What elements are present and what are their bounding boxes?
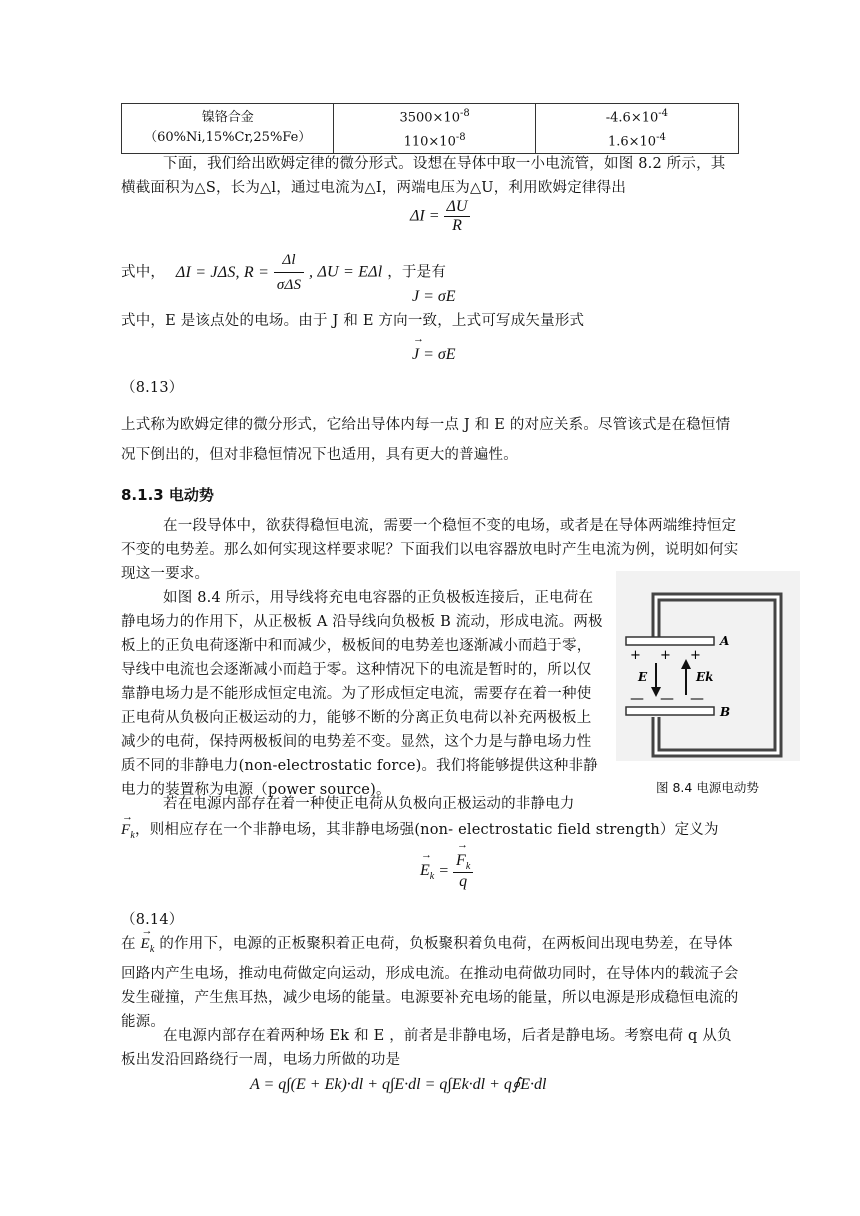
table-cell: $3500\times 10^{-8}$ $110\times 10^{-8}$ xyxy=(334,104,535,154)
equation-delta-i: ΔI = $\frac{\Delta U}{R}$ xyxy=(410,198,470,242)
paragraph-emf-intro: 在一段导体中，欲获得稳恒电流，需要一个稳恒不变的电场，或者是在导体两端维持恒定不变的电势差。那么如何实现这样要求呢？下面我们以电容器放电时产生电流为例，说明如何实现这一要求。 xyxy=(121,518,739,582)
equation-ek-definition: → $E_k$ = → $\frac{F_k}{q}$ xyxy=(420,852,473,891)
equation-number: （8.14） xyxy=(121,912,184,928)
svg-text:A: A xyxy=(720,634,730,648)
paragraph-power-source: 在 → $E_k$ 的作用下，电源的正板聚积着正电荷，负板聚积着负电荷，在两板间出现电势差，在导体回路内产生电场，推动电荷做定向运动，形成电流。在推动电荷做功同时，在导体内的载流子会发生碰撞，产生焦耳热，减少电场的能量。电源要补充电场的能量，所以电源是形成稳恒电流的能源。 xyxy=(121,932,739,1034)
equation-j-sigma-e: J = σE xyxy=(412,288,456,305)
svg-text:+: + xyxy=(690,648,701,663)
figure-emf-diagram xyxy=(616,571,800,761)
paragraph-work-done: 在电源内部存在着两种场 Ek 和 E ，前者是非静电场，后者是静电场。考察电荷 q 从负板出发沿回路绕行一周，电场力所做的功是 xyxy=(121,1028,732,1068)
resistivity-table xyxy=(121,103,739,154)
table-cell: $-4.6\times 10^{-4}$ $1.6\times 10^{-4}$ xyxy=(535,104,738,154)
svg-text:B: B xyxy=(720,705,731,719)
paragraph-differential-form: 上式称为欧姆定律的微分形式，它给出导体内每一点 J 和 E 的对应关系。尽管该式是在稳恒情况下倒出的，但对非稳恒情况下也适用，具有更大的普遍性。 xyxy=(121,417,731,463)
svg-text:E: E xyxy=(638,670,648,684)
paragraph-capacitor-discharge: 如图 8.4 所示，用导线将充电电容器的正负极板连接后，正电荷在静电场力的作用下，从正极板 A 沿导线向负极板 B 流动，形成电流。两极板上的正负电荷逐渐中和而减少，极板间的电势差也逐渐减小而趋于零，导线中电流也会逐渐减小而趋于零。这种情况下的电流是暂时的，所以仅靠静电场力是不能形成恒定电流。为了形成恒定电流，需要存在着一种使正电荷从负极向正极运动的力，能够不断的分离正负电荷以补充两极板上减少的电荷，保持两极板间的电势差不变。显然，这个力是与静电场力性质不同的非静电力(non-electrostatic force)。我们将能够提供这种非静电力的装置称为电源（power source)。 xyxy=(121,590,603,798)
paragraph-nonelectrostatic-a: 若在电源内部存在着一种使正电荷从负极向正极运动的非静电力 xyxy=(163,796,575,812)
circuit-diagram-icon xyxy=(616,571,800,761)
paragraph-ohm-intro: 下面，我们给出欧姆定律的微分形式。设想在导体中取一小电流管，如图 8.2 所示，其横截面积为△S，长为△l，通过电流为△I，两端电压为△U，利用欧姆定律得出 xyxy=(121,156,726,196)
paragraph-vector-form: 式中，E 是该点处的电场。由于 J 和 E 方向一致，上式可写成矢量形式 xyxy=(121,313,585,329)
svg-text:—: — xyxy=(660,691,674,707)
equation-definitions: 式中， ΔI = JΔS, R = $\frac{\Delta l}{\text{σΔS}}$ , ΔU = EΔl ，于是有 xyxy=(121,248,739,297)
paragraph-nonelectrostatic-b: → $F_k$，则相应存在一个非静电场，其非静电场强(non- electrostatic field strength）定义为 xyxy=(121,818,739,848)
svg-text:+: + xyxy=(660,648,671,663)
equation-work-integral: A = q∫(E + Ek)·dl + q∫E·dl = q∫Ek·dl + q∮E·dl xyxy=(250,1076,547,1093)
table-cell: 镍铬合金 （60%Ni,15%Cr,25%Fe） xyxy=(122,104,334,154)
svg-text:Ek: Ek xyxy=(696,670,714,684)
svg-text:—: — xyxy=(630,691,644,707)
section-heading: 8.1.3 电动势 xyxy=(121,486,214,504)
table-row xyxy=(122,104,739,154)
equation-number: （8.13） xyxy=(121,380,184,396)
equation-vector-ohm: → J = σE xyxy=(412,346,456,364)
figure-caption: 图 8.4 电源电动势 xyxy=(656,780,759,795)
svg-text:—: — xyxy=(690,691,704,707)
svg-text:+: + xyxy=(630,648,641,663)
